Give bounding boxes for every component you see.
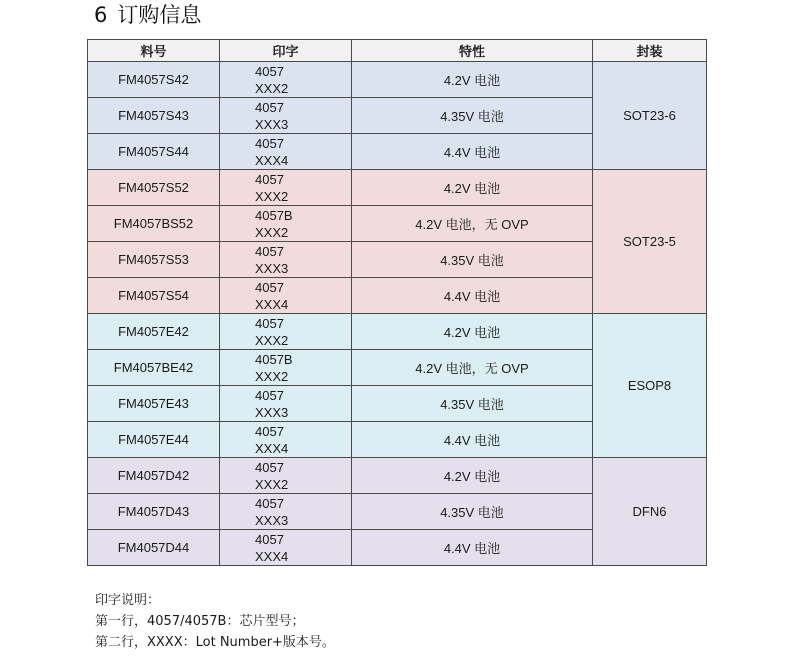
part-number-cell: FM4057S44 xyxy=(88,134,220,170)
header-part-number: 料号 xyxy=(88,40,220,62)
marking-cell xyxy=(220,278,352,314)
feature-cell: 4.2V 电池，无 OVP xyxy=(352,350,593,386)
table-row xyxy=(88,170,707,206)
marking-cell xyxy=(220,242,352,278)
feature-cell: 4.2V 电池，无 OVP xyxy=(352,206,593,242)
part-number-cell: FM4057D42 xyxy=(88,458,220,494)
marking-line-1: 4057 xyxy=(255,459,284,475)
marking-line-1: 4057 xyxy=(255,315,284,331)
part-number-cell: FM4057E42 xyxy=(88,314,220,350)
header-feature: 特性 xyxy=(352,40,593,62)
feature-cell: 4.35V 电池 xyxy=(352,242,593,278)
marking-line-2: XXX2 xyxy=(255,188,289,204)
feature-cell: 4.2V 电池 xyxy=(352,314,593,350)
table-row xyxy=(88,458,707,494)
marking-cell xyxy=(220,422,352,458)
part-number-cell: FM4057E44 xyxy=(88,422,220,458)
part-number-cell: FM4057S53 xyxy=(88,242,220,278)
marking-line-1: 4057 xyxy=(255,243,284,259)
feature-cell: 4.35V 电池 xyxy=(352,386,593,422)
table-row xyxy=(88,314,707,350)
feature-cell: 4.35V 电池 xyxy=(352,98,593,134)
marking-line-1: 4057 xyxy=(255,387,284,403)
part-number-cell: FM4057S54 xyxy=(88,278,220,314)
marking-line-2: XXX3 xyxy=(255,116,289,132)
marking-line-2: XXX4 xyxy=(255,440,289,456)
section-title: 订购信息 xyxy=(117,3,202,27)
marking-line-1: 4057 xyxy=(255,171,284,187)
feature-cell: 4.2V 电池 xyxy=(352,62,593,98)
feature-cell: 4.4V 电池 xyxy=(352,530,593,566)
marking-line-1: 4057 xyxy=(255,279,284,295)
marking-line-1: 4057 xyxy=(255,135,284,151)
marking-line-1: 4057 xyxy=(255,99,284,115)
marking-line-1: 4057B xyxy=(255,207,293,223)
marking-cell xyxy=(220,494,352,530)
marking-line-1: 4057 xyxy=(255,531,284,547)
table-header-row xyxy=(88,40,707,62)
marking-cell xyxy=(220,458,352,494)
package-cell: DFN6 xyxy=(593,458,707,566)
package-cell: ESOP8 xyxy=(593,314,707,458)
ordering-info-table xyxy=(87,39,707,566)
part-number-cell: FM4057E43 xyxy=(88,386,220,422)
part-number-cell: FM4057BE42 xyxy=(88,350,220,386)
section-heading xyxy=(94,2,201,28)
table-row xyxy=(88,62,707,98)
feature-cell: 4.4V 电池 xyxy=(352,422,593,458)
feature-cell: 4.2V 电池 xyxy=(352,458,593,494)
package-cell: SOT23-5 xyxy=(593,170,707,314)
marking-line-1: 4057 xyxy=(255,63,284,79)
marking-line-1: 4057 xyxy=(255,495,284,511)
marking-line-2: XXX2 xyxy=(255,224,289,240)
part-number-cell: FM4057S43 xyxy=(88,98,220,134)
part-number-cell: FM4057BS52 xyxy=(88,206,220,242)
marking-cell xyxy=(220,530,352,566)
feature-cell: 4.4V 电池 xyxy=(352,134,593,170)
table-body xyxy=(88,62,707,566)
notes-title: 印字说明： xyxy=(95,593,161,608)
marking-line-2: XXX2 xyxy=(255,476,289,492)
part-number-cell: FM4057D44 xyxy=(88,530,220,566)
notes-line-1: 第一行，4057/4057B：芯片型号； xyxy=(95,614,305,629)
feature-cell: 4.35V 电池 xyxy=(352,494,593,530)
notes-line-2: 第二行，XXXX：Lot Number+版本号。 xyxy=(95,635,335,650)
marking-line-2: XXX2 xyxy=(255,332,289,348)
marking-line-1: 4057 xyxy=(255,423,284,439)
marking-cell xyxy=(220,134,352,170)
marking-line-2: XXX2 xyxy=(255,368,289,384)
marking-notes xyxy=(95,590,335,653)
feature-cell: 4.4V 电池 xyxy=(352,278,593,314)
header-marking: 印字 xyxy=(220,40,352,62)
marking-cell xyxy=(220,386,352,422)
package-cell: SOT23-6 xyxy=(593,62,707,170)
marking-cell xyxy=(220,206,352,242)
part-number-cell: FM4057S42 xyxy=(88,62,220,98)
marking-line-2: XXX2 xyxy=(255,80,289,96)
marking-line-2: XXX4 xyxy=(255,548,289,564)
header-package: 封装 xyxy=(593,40,707,62)
marking-line-1: 4057B xyxy=(255,351,293,367)
marking-cell xyxy=(220,62,352,98)
feature-cell: 4.2V 电池 xyxy=(352,170,593,206)
marking-cell xyxy=(220,314,352,350)
marking-line-2: XXX3 xyxy=(255,512,289,528)
marking-cell xyxy=(220,350,352,386)
part-number-cell: FM4057S52 xyxy=(88,170,220,206)
part-number-cell: FM4057D43 xyxy=(88,494,220,530)
section-number: 6 xyxy=(94,3,108,27)
marking-cell xyxy=(220,98,352,134)
marking-line-2: XXX4 xyxy=(255,296,289,312)
marking-line-2: XXX3 xyxy=(255,404,289,420)
marking-line-2: XXX4 xyxy=(255,152,289,168)
marking-cell xyxy=(220,170,352,206)
marking-line-2: XXX3 xyxy=(255,260,289,276)
